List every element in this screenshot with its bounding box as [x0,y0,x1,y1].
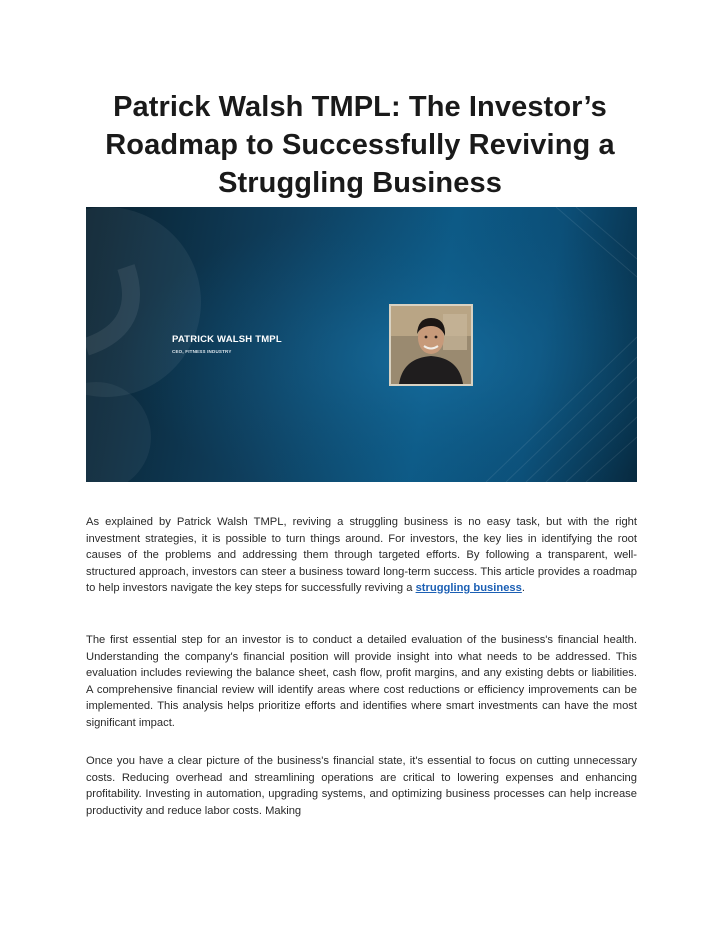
paragraph-intro [86,514,637,597]
struggling-business-link[interactable]: struggling business [415,582,522,594]
banner-name-text: PATRICK WALSH TMPL [172,334,282,345]
header-banner [86,207,637,482]
paragraph-intro-end: . [521,582,525,594]
paragraph-intro-text: As explained by Patrick Walsh TMPL, reviving a struggling business is no easy task, but with the right investment strategies, it is possible to turn things around. For investors, the key lies in identifying the root causes of the problems and addressing them through targeted efforts. By following a transparent, well-structured approach, investors can steer a business toward long-term success. This article provides a roadmap to help investors navigate the key steps for successfully reviving a [86,516,637,594]
paragraph-financial-evaluation: The first essential step for an investor is to conduct a detailed evaluation of the business's financial health. Understanding the company's financial position will provide insight into what needs to be addressed. This evaluation includes reviewing the balance sheet, cash flow, profit margins, and any existing debts or liabilities. A comprehensive financial review will identify areas where cost reductions or efficiency improvements can be implemented. This analysis helps prioritize efforts and identifies where smart investments can have the most significant impact. [86,634,637,729]
banner-background-graphic [86,207,637,482]
banner-subtitle-text: CEO, FITNESS INDUSTRY [172,349,232,354]
paragraph-cost-cutting: Once you have a clear picture of the business's financial state, it's essential to focus on cutting unnecessary costs. Reducing overhead and streamlining operations are critical to lowering expenses and enhancing profitability. Investing in automation, upgrading systems, and optimizing business processes can help increase productivity and reduce labor costs. Making [86,755,637,817]
portrait-photo [389,304,473,386]
page-title: Patrick Walsh TMPL: The Investor’s Roadmap to Successfully Reviving a Struggling Business [105,91,615,199]
